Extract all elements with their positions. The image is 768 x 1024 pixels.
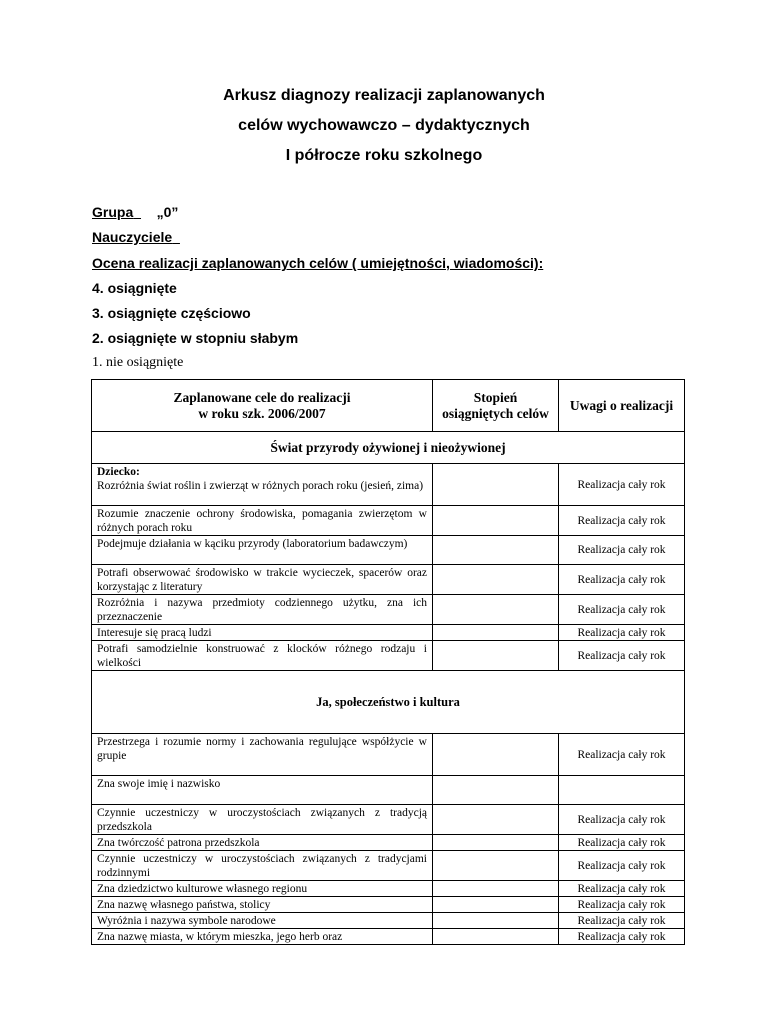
rating-level-1: 1. nie osiągnięte	[92, 355, 184, 370]
goal-cell	[92, 929, 433, 945]
teachers-label: Nauczyciele	[92, 229, 173, 245]
goal-text: Wyróżnia i nazywa symbole narodowe	[97, 915, 276, 927]
goal-cell	[92, 506, 433, 536]
header-goals	[92, 380, 433, 432]
note-cell: Realizacja cały rok	[559, 734, 685, 776]
note-cell: Realizacja cały rok	[559, 464, 685, 506]
degree-cell[interactable]	[433, 464, 559, 506]
goal-text: Interesuje się pracą ludzi	[97, 627, 212, 639]
note-cell: Realizacja cały rok	[559, 897, 685, 913]
table-row	[92, 881, 685, 897]
goal-text: Zna dziedzictwo kulturowe własnego regionu	[97, 883, 308, 895]
goal-text: Rozróżnia i nazywa przedmioty codziennego użytku, zna ich przeznaczenie	[97, 597, 427, 623]
table-row	[92, 929, 685, 945]
degree-cell[interactable]	[433, 641, 559, 671]
goal-text: Zna swoje imię i nazwisko	[97, 778, 221, 790]
goal-cell	[92, 734, 433, 776]
goal-cell	[92, 851, 433, 881]
table-row	[92, 506, 685, 536]
group-line	[92, 203, 178, 221]
table-row	[92, 776, 685, 805]
group-value: „0”	[156, 204, 179, 220]
goal-cell	[92, 776, 433, 805]
degree-cell[interactable]	[433, 913, 559, 929]
rating-level-2: 2. osiągnięte w stopniu słabym	[92, 330, 299, 346]
note-cell: Realizacja cały rok	[559, 565, 685, 595]
degree-cell[interactable]	[433, 897, 559, 913]
teachers-label-spacer	[172, 229, 180, 245]
degree-cell[interactable]	[433, 851, 559, 881]
rating-title: Ocena realizacji zaplanowanych celów ( umiejętności, wiadomości):	[92, 255, 544, 271]
section-row-society	[92, 671, 685, 734]
degree-cell[interactable]	[433, 536, 559, 565]
degree-cell[interactable]	[433, 835, 559, 851]
section-row-nature	[92, 432, 685, 464]
table-header-row	[92, 380, 685, 432]
goal-text: Zna nazwę własnego państwa, stolicy	[97, 899, 271, 911]
table-row	[92, 913, 685, 929]
group-label-spacer	[133, 204, 141, 220]
goal-cell	[92, 464, 433, 506]
goals-table	[91, 379, 685, 945]
note-cell	[559, 776, 685, 805]
goal-cell	[92, 625, 433, 641]
degree-cell[interactable]	[433, 734, 559, 776]
goal-cell	[92, 805, 433, 835]
note-cell: Realizacja cały rok	[559, 929, 685, 945]
note-cell: Realizacja cały rok	[559, 625, 685, 641]
table-row	[92, 625, 685, 641]
goal-cell	[92, 835, 433, 851]
goal-cell	[92, 595, 433, 625]
goal-text: Zna twórczość patrona przedszkola	[97, 837, 260, 849]
note-cell: Realizacja cały rok	[559, 851, 685, 881]
note-cell: Realizacja cały rok	[559, 536, 685, 565]
group-label: Grupa	[92, 204, 134, 220]
goal-cell	[92, 536, 433, 565]
goal-text: Zna nazwę miasta, w którym mieszka, jego herb oraz	[97, 931, 343, 943]
rating-level-4: 4. osiągnięte	[92, 280, 177, 296]
goal-text: Czynnie uczestniczy w uroczystościach związanych z tradycją przedszkola	[97, 807, 427, 833]
goal-text: Czynnie uczestniczy w uroczystościach związanych z tradycjami rodzinnymi	[97, 853, 427, 879]
goal-text: Przestrzega i rozumie normy i zachowania regulujące współżycie w grupie	[97, 736, 427, 762]
section-title-nature: Świat przyrody ożywionej i nieożywionej	[92, 432, 685, 464]
note-cell: Realizacja cały rok	[559, 805, 685, 835]
note-cell: Realizacja cały rok	[559, 835, 685, 851]
document-title-line-1: Arkusz diagnozy realizacji zaplanowanych	[223, 87, 545, 104]
section-title-society: Ja, społeczeństwo i kultura	[92, 671, 685, 734]
rating-level-3: 3. osiągnięte częściowo	[92, 305, 251, 321]
degree-cell[interactable]	[433, 565, 559, 595]
goal-cell	[92, 897, 433, 913]
table-row	[92, 835, 685, 851]
table-row	[92, 734, 685, 776]
degree-cell[interactable]	[433, 595, 559, 625]
table-row	[92, 805, 685, 835]
note-cell: Realizacja cały rok	[559, 506, 685, 536]
table-row	[92, 897, 685, 913]
note-cell: Realizacja cały rok	[559, 641, 685, 671]
header-notes: Uwagi o realizacji	[559, 380, 685, 432]
header-degree: Stopień osiągniętych celów	[433, 380, 559, 432]
table-row	[92, 641, 685, 671]
goal-cell	[92, 641, 433, 671]
goal-text: Potrafi obserwować środowisko w trakcie wycieczek, spacerów oraz korzystając z literatury	[97, 567, 427, 593]
goal-text: Potrafi samodzielnie konstruować z klocków różnego rodzaju i wielkości	[97, 643, 427, 669]
degree-cell[interactable]	[433, 881, 559, 897]
goal-text: Rozumie znaczenie ochrony środowiska, pomagania zwierzętom w różnych porach roku	[97, 508, 427, 534]
table-row	[92, 851, 685, 881]
degree-cell[interactable]	[433, 776, 559, 805]
degree-cell[interactable]	[433, 805, 559, 835]
degree-cell[interactable]	[433, 929, 559, 945]
teachers-line	[92, 228, 180, 246]
note-cell: Realizacja cały rok	[559, 913, 685, 929]
table-row	[92, 595, 685, 625]
goal-cell	[92, 881, 433, 897]
header-goals-line-1: Zaplanowane cele do realizacji	[173, 389, 351, 405]
note-cell: Realizacja cały rok	[559, 595, 685, 625]
table-row	[92, 464, 685, 506]
goal-cell	[92, 565, 433, 595]
note-cell: Realizacja cały rok	[559, 881, 685, 897]
goal-cell	[92, 913, 433, 929]
child-lead-label: Dziecko:	[97, 466, 140, 478]
table-row	[92, 536, 685, 565]
degree-cell[interactable]	[433, 625, 559, 641]
document-title-line-2: celów wychowawczo – dydaktycznych	[238, 117, 530, 134]
goal-text: Podejmuje działania w kąciku przyrody (laboratorium badawczym)	[97, 538, 408, 550]
table-row	[92, 565, 685, 595]
document-title-line-3: I półrocze roku szkolnego	[285, 147, 483, 164]
goal-text: Rozróżnia świat roślin i zwierząt w różnych porach roku (jesień, zima)	[97, 480, 424, 492]
degree-cell[interactable]	[433, 506, 559, 536]
header-goals-line-2: w roku szk. 2006/2007	[198, 405, 326, 421]
